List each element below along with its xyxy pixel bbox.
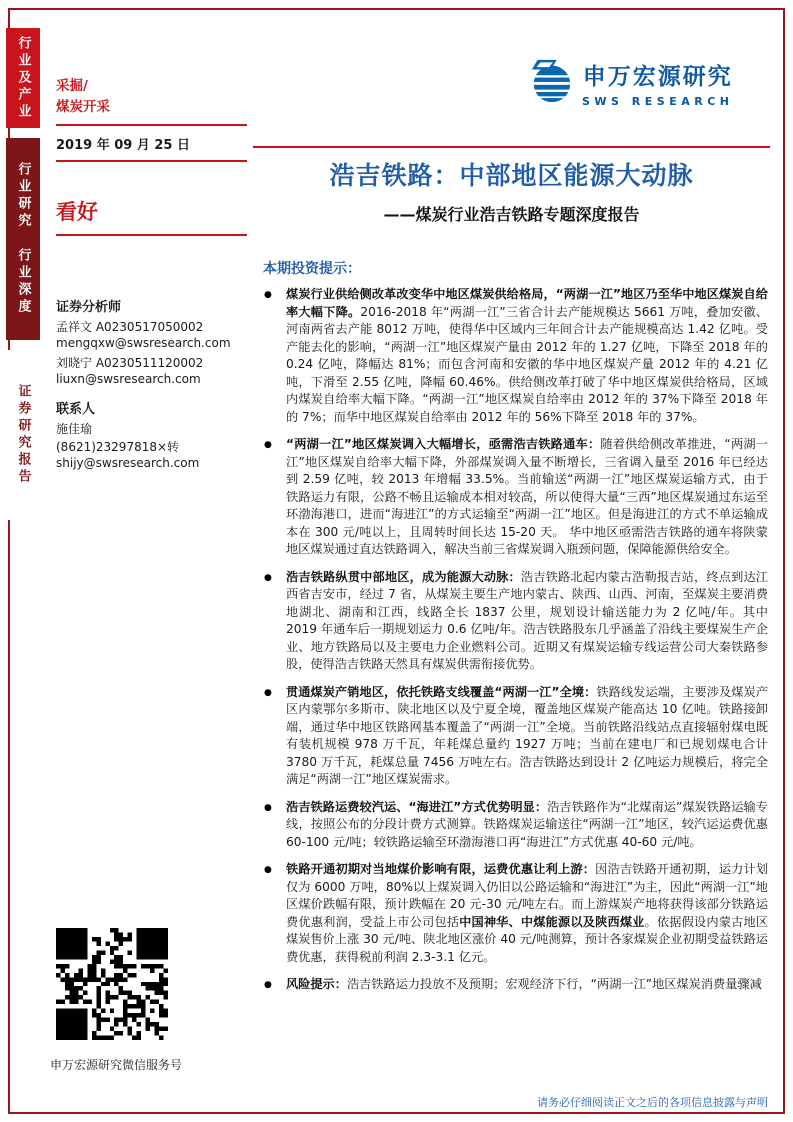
bullet-marker: ● <box>264 572 272 583</box>
industry-category <box>56 76 110 118</box>
sidebar-band-report-type <box>6 350 40 520</box>
bullet-item <box>260 976 768 994</box>
bullet-body: 浩吉铁路运力投放不及预期；宏观经济下行，“两湖一江”地区煤炭消费量骤减 <box>346 977 762 991</box>
bullet-lead: 煤炭行业供给侧改革改变华中地区煤炭供给格局，“两湖一江”地区乃至华中地区煤炭自给率大幅下降。 <box>286 287 768 319</box>
report-date: 2019 年 09 月 25 日 <box>56 138 190 153</box>
title-divider <box>253 146 770 148</box>
rating-badge: 看好 <box>56 200 98 224</box>
bullet-item <box>260 861 768 966</box>
contact-section-title: 联系人 <box>56 402 96 417</box>
bullet-lead: “两湖一江”地区煤炭调入大幅增长，亟需浩吉铁路通车： <box>286 437 601 451</box>
bullet-lead: 贯通煤炭产销地区，依托铁路支线覆盖“两湖一江”全境： <box>286 684 597 699</box>
brand-name <box>582 58 734 108</box>
bullet-body: 因浩吉铁路开通初期，运力计划仅为 6000 万吨，80%以上煤炭调入仍旧以公路运输和“海进江”为主，因此“两湖一江”地区煤价跌幅有限，预计跌幅在 20 元-30 元/吨左右。而上游煤炭产地将获得该部分铁路运费优惠利润，受益上市公司包括 <box>286 862 769 929</box>
sws-globe-icon <box>528 58 574 108</box>
sidebar-band-report-type-label: 证券研究报告 <box>15 384 31 486</box>
industry-line1: 采掘/ <box>56 78 88 94</box>
sidebar-band-research <box>6 138 40 340</box>
bullet-marker: ● <box>264 980 272 990</box>
contact-email: shijy@swsresearch.com <box>56 456 200 470</box>
report-subtitle: ——煤炭行业浩吉铁路专题深度报告 <box>383 205 640 224</box>
sidebar-band-research-label-bottom: 行业深度 <box>15 248 31 316</box>
divider <box>56 234 247 236</box>
divider <box>56 124 247 126</box>
bullet-lead: 风险提示： <box>286 977 347 991</box>
bullet-marker: ● <box>264 687 272 698</box>
bullet-body: 铁路线发运端，主要涉及煤炭产区内蒙鄂尔多斯市、陕北地区以及宁夏全境，覆盖地区煤炭产能高达 10 亿吨。铁路接卸端，通过华中地区铁路网基本覆盖了“两湖一江”全境。当前铁路沿线站点直接辐射煤电既有装机规模 978 万千瓦，年耗煤总量约 1927 万吨；当前在建电厂和已规划煤电合计 3780 万千瓦，耗煤总量 7456 万吨左右。浩吉铁路达到设计 2 亿吨运力规模后，将完全满足“两湖一江”地区煤炭需求。 <box>286 684 768 786</box>
qr-caption: 申万宏源研究微信服务号 <box>50 1058 183 1072</box>
brand-name-en: SWS RESEARCH <box>582 95 734 108</box>
bullet-body: 2016-2018 年“两湖一江”三省合计去产能规模达 5661 万吨，叠加安徽、河南两省去产能 8012 万吨，使得华中区域内三年间合计去产能规模高达 1.42 亿吨。受产能去化的影响，“两湖一江”地区煤炭产量由 2012 年的 1.27 亿吨，下降至 2018 年的 0.24 亿吨，降幅达 81%；而包含河南和安徽的华中地区煤炭产量 2012 年的 4.21 亿吨，下滑至 2.55 亿吨，降幅 60.46%。供给侧改革打破了华中地区煤炭供给格局，区域内煤炭自给率大幅下降。“两湖一江”地区煤炭自给率由 2012 年的 37%下降至 2018 年的 7%；而华中地区煤炭自给率由 2012 年的 56%下降至 2018 年的 37%。 <box>286 304 768 424</box>
analyst-name: 刘晓宁 A0230511120002 <box>56 356 204 370</box>
qr-code <box>56 928 168 1040</box>
sidebar-band-industry-label: 行业及产业 <box>15 35 31 121</box>
bullet-item <box>260 684 768 789</box>
bullet-item <box>260 436 768 559</box>
investment-tips-title: 本期投资提示： <box>263 261 361 277</box>
investment-tips-list <box>260 286 768 994</box>
bullet-lead: 浩吉铁路运费较汽运、“海进江”方式优势明显： <box>286 799 548 814</box>
bullet-marker: ● <box>264 802 272 813</box>
divider <box>56 160 247 162</box>
report-title: 浩吉铁路：中部地区能源大动脉 <box>329 161 694 190</box>
bullet-marker: ● <box>264 865 272 875</box>
bullet-lead: 浩吉铁路纵贯中部地区，成为能源大动脉： <box>286 569 521 584</box>
contact-phone: (8621)23297818×转 <box>56 440 180 454</box>
bullet-body: 随着供给侧改革推进，“两湖一江”地区煤炭自给率大幅下降，外部煤炭调入量不断增长，三省调入量至 2016 年已经达到 2.59 亿吨，较 2013 年增幅 33.5%。当前输送“两湖一江”地区煤炭运输方式，由于铁路运力有限，公路不畅且运输成本相对较高，所以使得大量“三西”地区煤炭通过东运至环渤海港口，进而“海进江”的方式运输至“两湖一江”地区。但是海进江的方式不单运输成本在 300 元/吨以上，且周转时间长达 15-20 天。 华中地区亟需浩吉铁路的通车将陕蒙地区煤炭通过直达铁路调入，解决当前三省煤炭调入瓶颈问题，保障能源供给安全。 <box>286 437 768 556</box>
bullet-item <box>260 286 768 426</box>
sidebar-band-industry <box>6 28 40 128</box>
analyst-email: mengqxw@swsresearch.com <box>56 336 231 350</box>
brand-name-cn: 申万宏源研究 <box>582 64 733 90</box>
bullet-tail: 。依据假设内蒙古地区煤炭售价上涨 30 元/吨、陕北地区涨价 40 元/吨测算，预计各家煤炭企业初期受益铁路运费优惠，获得税前利润 2.3-3.1 亿元。 <box>286 914 769 964</box>
bullet-item <box>260 799 768 852</box>
bullet-body: 浩吉铁路北起内蒙古浩勒报吉站，终点到达江西省吉安市，经过 7 省，从煤炭主要生产地内蒙古、陕西、山西、河南，至煤炭主要消费地湖北、湖南和江西，线路全长 1837 公里，规划设计输送能力为 2 亿吨/年。其中 2019 年通车后一期规划运力 0.6 亿吨/年。浩吉铁路股东几乎涵盖了沿线主要煤炭生产企业、地方铁路局以及主要电力企业燃料公司。近期又有煤炭运输专线运营公司大秦铁路参股，使得浩吉铁路天然具有煤炭供需衔接优势。 <box>286 569 768 671</box>
industry-line2: 煤炭开采 <box>56 99 110 115</box>
contact-name: 施佳瑜 <box>56 422 93 436</box>
bullet-item <box>260 569 768 674</box>
analyst-section-title: 证券分析师 <box>56 300 122 315</box>
disclaimer-note: 请务必仔细阅读正文之后的各项信息披露与声明 <box>537 1096 768 1109</box>
sidebar-band-research-label-top: 行业研究 <box>15 162 31 230</box>
analyst-name: 孟祥文 A0230517050002 <box>56 320 204 334</box>
analyst-email: liuxn@swsresearch.com <box>56 372 201 386</box>
bullet-bold-companies: 中国神华、中煤能源以及陕西煤业 <box>459 914 645 929</box>
bullet-lead: 铁路开通初期对当地煤价影响有限，运费优惠让利上游： <box>286 862 596 876</box>
brand-logo <box>528 58 734 108</box>
bullet-marker: ● <box>264 290 272 300</box>
bullet-marker: ● <box>264 440 272 450</box>
bullet-body: 浩吉铁路作为“北煤南运”煤炭铁路运输专线，按照公布的分段计费方式测算。铁路煤炭运输送往“两湖一江”地区，较汽运运费优惠 60-100 元/吨；较铁路运输至环渤海港口再“海进江”方式优惠 40-60 元/吨。 <box>286 799 768 849</box>
